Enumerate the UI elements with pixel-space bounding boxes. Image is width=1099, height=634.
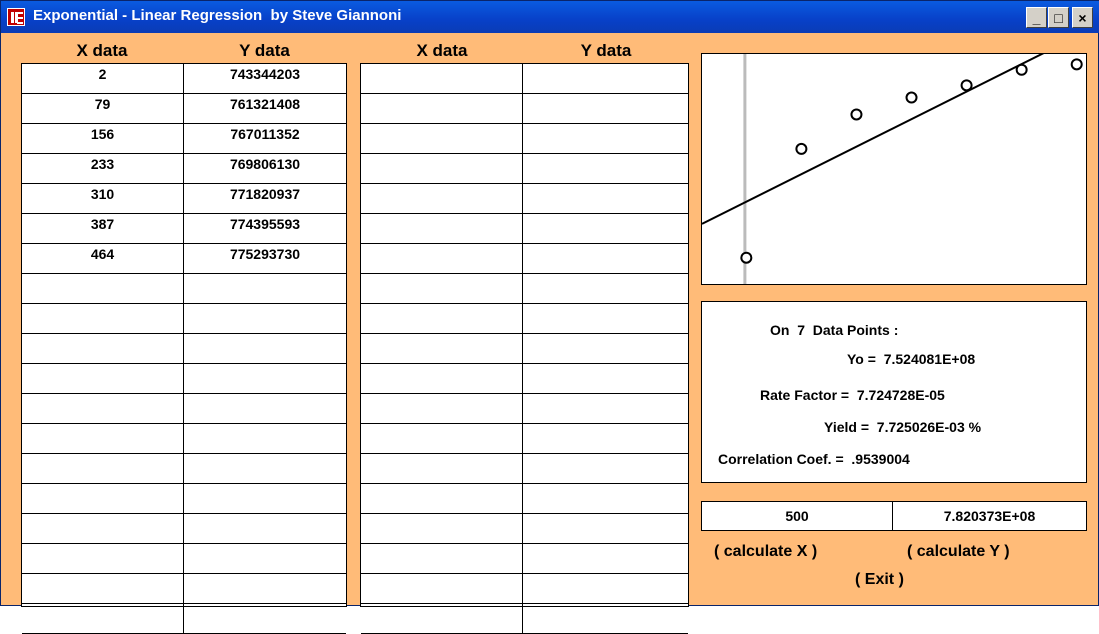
right-x-cell[interactable]	[361, 394, 523, 424]
left-x-cell[interactable]	[22, 394, 184, 424]
right-x-cell[interactable]	[361, 424, 523, 454]
data-point	[907, 93, 917, 103]
yo-value: Yo = 7.524081E+08	[847, 351, 976, 367]
close-icon: ×	[1078, 9, 1087, 26]
right-y-cell[interactable]	[523, 514, 688, 544]
right-y-header: Y data	[580, 41, 632, 60]
data-point	[741, 253, 751, 263]
left-y-cell[interactable]	[184, 394, 346, 424]
calc-row	[701, 501, 1087, 531]
left-y-cell[interactable]	[184, 454, 346, 484]
left-x-cell[interactable]: 387	[22, 214, 184, 244]
right-y-cell[interactable]	[523, 484, 688, 514]
right-x-cell[interactable]	[361, 484, 523, 514]
right-x-header: X data	[416, 41, 468, 60]
right-x-cell[interactable]	[361, 454, 523, 484]
data-point	[796, 144, 806, 154]
right-x-cell[interactable]	[361, 514, 523, 544]
minimize-button[interactable]	[1026, 7, 1047, 28]
left-x-cell[interactable]	[22, 544, 184, 574]
right-y-cell[interactable]	[523, 274, 688, 304]
left-x-cell[interactable]	[22, 274, 184, 304]
left-x-cell[interactable]	[22, 304, 184, 334]
right-y-cell[interactable]	[523, 394, 688, 424]
left-y-cell[interactable]	[184, 574, 346, 604]
right-x-cell[interactable]	[361, 184, 523, 214]
left-x-cell[interactable]	[22, 364, 184, 394]
left-y-cell[interactable]: 771820937	[184, 184, 346, 214]
right-y-cell[interactable]	[523, 544, 688, 574]
left-y-cell[interactable]: 774395593	[184, 214, 346, 244]
left-x-header: X data	[76, 41, 128, 60]
left-y-cell[interactable]	[184, 484, 346, 514]
data-point	[1072, 59, 1082, 69]
left-y-cell[interactable]	[184, 604, 346, 634]
title-bar[interactable]	[1, 1, 1099, 33]
left-x-cell[interactable]	[22, 574, 184, 604]
rate-factor-value: Rate Factor = 7.724728E-05	[760, 387, 945, 403]
left-x-cell[interactable]: 156	[22, 124, 184, 154]
exit-button[interactable]: ( Exit )	[855, 571, 904, 588]
chart-panel	[701, 53, 1087, 285]
left-x-cell[interactable]	[22, 424, 184, 454]
left-y-cell[interactable]: 743344203	[184, 64, 346, 94]
right-x-cell[interactable]	[361, 64, 523, 94]
right-x-cell[interactable]	[361, 124, 523, 154]
left-y-cell[interactable]	[184, 304, 346, 334]
right-y-cell[interactable]	[523, 574, 688, 604]
right-y-cell[interactable]	[523, 604, 688, 634]
left-data-grid	[21, 63, 347, 607]
left-x-cell[interactable]: 79	[22, 94, 184, 124]
left-y-cell[interactable]: 767011352	[184, 124, 346, 154]
left-x-cell[interactable]	[22, 334, 184, 364]
data-point	[1017, 65, 1027, 75]
left-y-cell[interactable]	[184, 364, 346, 394]
maximize-icon: □	[1054, 9, 1063, 26]
left-y-cell[interactable]	[184, 544, 346, 574]
right-y-cell[interactable]	[523, 64, 688, 94]
left-y-header: Y data	[239, 41, 290, 60]
left-x-cell[interactable]	[22, 514, 184, 544]
right-y-cell[interactable]	[523, 334, 688, 364]
right-x-cell[interactable]	[361, 244, 523, 274]
right-x-cell[interactable]	[361, 604, 523, 634]
right-x-cell[interactable]	[361, 544, 523, 574]
left-x-cell[interactable]	[22, 604, 184, 634]
right-y-cell[interactable]	[523, 424, 688, 454]
app-logo-icon[interactable]	[7, 8, 25, 26]
regression-line	[702, 54, 1086, 224]
calc-x-input[interactable]: 500	[702, 502, 893, 530]
calculate-y-button[interactable]: ( calculate Y )	[907, 543, 1010, 560]
right-y-cell[interactable]	[523, 364, 688, 394]
left-y-cell[interactable]	[184, 424, 346, 454]
left-x-cell[interactable]	[22, 484, 184, 514]
calculate-x-button[interactable]: ( calculate X )	[714, 543, 818, 560]
right-y-cell[interactable]	[523, 94, 688, 124]
right-x-cell[interactable]	[361, 274, 523, 304]
right-y-cell[interactable]	[523, 304, 688, 334]
left-y-cell[interactable]: 769806130	[184, 154, 346, 184]
minimize-icon: _	[1032, 9, 1041, 26]
maximize-button[interactable]	[1048, 7, 1069, 28]
yield-value: Yield = 7.725026E-03 %	[824, 419, 982, 435]
left-x-cell[interactable]: 464	[22, 244, 184, 274]
right-x-cell[interactable]	[361, 574, 523, 604]
right-y-cell[interactable]	[523, 124, 688, 154]
left-y-cell[interactable]: 761321408	[184, 94, 346, 124]
left-y-cell[interactable]	[184, 514, 346, 544]
right-data-grid	[360, 63, 689, 607]
right-x-cell[interactable]	[361, 364, 523, 394]
window-title: Exponential - Linear Regression by Steve Giannoni	[33, 7, 402, 24]
right-y-cell[interactable]	[523, 454, 688, 484]
left-y-cell[interactable]	[184, 334, 346, 364]
left-x-cell[interactable]: 2	[22, 64, 184, 94]
data-point	[851, 109, 861, 119]
right-x-cell[interactable]	[361, 334, 523, 364]
right-y-cell[interactable]	[523, 184, 688, 214]
data-point	[962, 80, 972, 90]
right-y-cell[interactable]	[523, 214, 688, 244]
right-x-cell[interactable]	[361, 304, 523, 334]
left-y-cell[interactable]	[184, 274, 346, 304]
close-button[interactable]	[1072, 7, 1093, 28]
right-y-cell[interactable]	[523, 244, 688, 274]
left-x-cell[interactable]: 233	[22, 154, 184, 184]
left-y-cell[interactable]: 775293730	[184, 244, 346, 274]
right-y-cell[interactable]	[523, 154, 688, 184]
right-x-cell[interactable]	[361, 154, 523, 184]
regression-chart	[702, 54, 1086, 284]
data-points-label: On 7 Data Points :	[770, 322, 899, 338]
stats-panel	[701, 301, 1087, 483]
right-x-cell[interactable]	[361, 214, 523, 244]
correlation-value: Correlation Coef. = .9539004	[718, 451, 910, 467]
calc-y-input[interactable]: 7.820373E+08	[943, 508, 1036, 524]
right-x-cell[interactable]	[361, 94, 523, 124]
left-x-cell[interactable]: 310	[22, 184, 184, 214]
left-x-cell[interactable]	[22, 454, 184, 484]
